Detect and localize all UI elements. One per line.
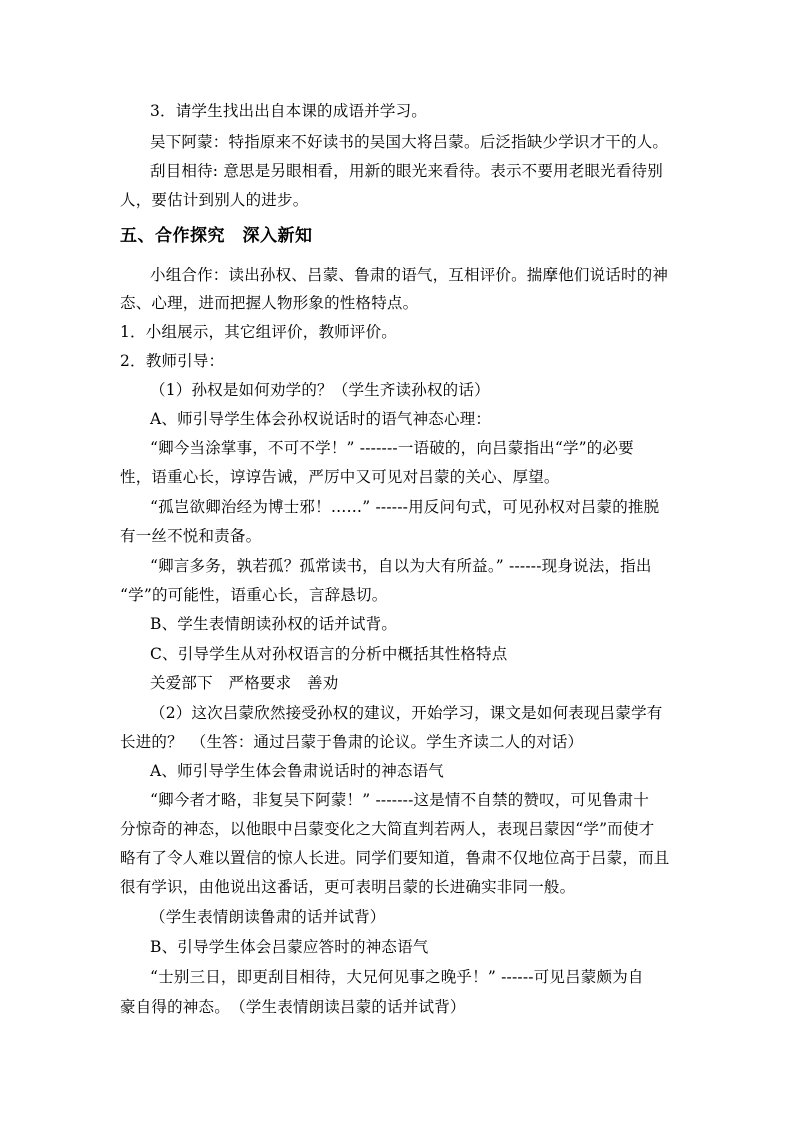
- text-line: 关爱部下 严格要求 善劝: [150, 674, 339, 692]
- text-line: 1．小组展示，其它组评价，教师评价。: [120, 323, 397, 341]
- text-line: A、师引导学生体会鲁肃说话时的神态语气: [150, 762, 444, 780]
- text-line: （1）孙权是如何劝学的？（学生齐读孙权的话）: [150, 381, 490, 399]
- text-line: B、引导学生体会吕蒙应答时的神态语气: [150, 938, 429, 956]
- section-heading: 五、合作探究 深入新知: [120, 226, 313, 246]
- text-line: B、学生表情朗读孙权的话并试背。: [150, 615, 398, 633]
- text-line: 有一丝不悦和责备。: [120, 527, 262, 545]
- text-line: “孤岂欲卿治经为博士邪！……” ------用反问句式，可见孙权对吕蒙的推脱: [150, 498, 660, 516]
- text-line: 刮目相待: 意思是另眼相看，用新的眼光来看待。表示不要用老眼光看待别: [150, 162, 663, 180]
- text-line: （学生表情朗读鲁肃的话并试背）: [150, 908, 386, 926]
- text-line: （2）这次吕蒙欣然接受孙权的建议，开始学习，课文是如何表现吕蒙学有: [150, 704, 663, 722]
- text-line: “卿言多务，孰若孤？孤常读书，自以为大有所益。” ------现身说法，指出: [150, 557, 652, 575]
- text-line: 态、心理，进而把握人物形象的性格特点。: [120, 294, 419, 312]
- text-line: 2．教师引导：: [120, 352, 225, 370]
- text-line: 小组合作：读出孙权、吕蒙、鲁肃的语气，互相评价。揣摩他们说话时的神: [150, 266, 669, 284]
- text-line: 很有学识，由他说出这番话，更可表明吕蒙的长进确实非同一般。: [120, 878, 576, 896]
- text-line: 豪自得的神态。 （学生表情朗读吕蒙的话并试背）: [120, 998, 466, 1016]
- text-line: C、引导学生从对孙权语言的分析中概括其性格特点: [150, 645, 508, 663]
- text-line: 3．请学生找出出自本课的成语并学习。: [150, 102, 427, 120]
- text-line: 人，要估计到别人的进步。: [120, 191, 309, 209]
- text-line: 分惊奇的神态，以他眼中吕蒙变化之大简直判若两人，表现吕蒙因“学”而使才: [120, 820, 655, 838]
- text-line: 长进的？ （生答：通过吕蒙于鲁肃的论议。学生齐读二人的对话）: [120, 733, 584, 751]
- text-line: A、师引导学生体会孙权说话时的语气神态心理：: [150, 410, 492, 428]
- text-line: “卿今者才略，非复吴下阿蒙！” -------这是情不自禁的赞叹，可见鲁肃十: [150, 791, 650, 809]
- text-line: 略有了令人难以置信的惊人长进。同学们要知道，鲁肃不仅地位高于吕蒙，而且: [120, 849, 670, 867]
- text-line: 性，语重心长，谆谆告诫，严厉中又可见对吕蒙的关心、厚望。: [120, 468, 560, 486]
- text-line: 吴下阿蒙：特指原来不好读书的吴国大将吕蒙。后泛指缺少学识才干的人。: [150, 133, 669, 151]
- text-line: “士别三日，即更刮目相待，大兄何见事之晚乎！” ------可见吕蒙颇为自: [150, 968, 644, 986]
- text-line: “学”的可能性，语重心长，言辞恳切。: [120, 586, 388, 604]
- text-line: “卿今当涂掌事，不可不学！” -------一语破的，向吕蒙指出“学”的必要: [150, 439, 634, 457]
